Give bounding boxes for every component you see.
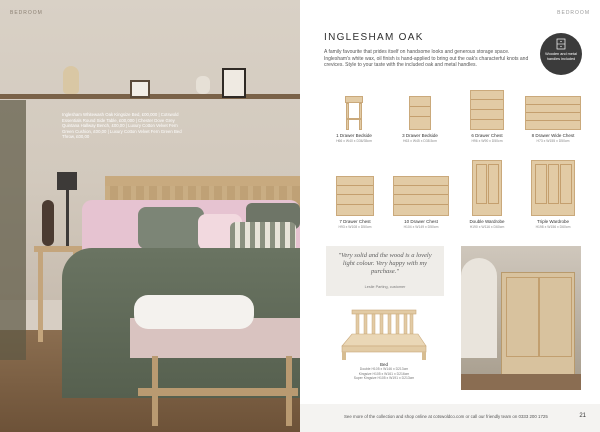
product-item[interactable] [328,96,380,143]
lamp-shade [57,172,77,190]
product-item[interactable] [522,160,584,229]
section-label: BEDROOM [10,10,43,16]
product-item[interactable] [328,176,382,229]
wall-shelf [0,94,300,99]
product-item[interactable] [460,90,514,143]
photo-caption: Inglesham Whitewash Oak Kingsize Bed, £00,000 | Cotswold Essentials Round Side Table, £00,000 | Chester Dove Grey Quintana Hallway Bench, £00,00 | Luxury Cotton Velvet Fern Green Cushion, £00,00 | Luxury Cotton Velvet Fern Green Bed Throw, £00,00 [62,112,182,140]
product-name: 3 Drawer Bedside [402,133,438,138]
plant-vase [42,200,54,246]
badge-text: Wooden and metal handles included [545,52,577,61]
bed-size-double: Double H105 x W146 x D213cm [359,367,409,371]
floor [461,374,581,390]
product-item[interactable] [460,160,514,229]
product-dimensions: H63 x W45 x D38.5cm [403,139,437,143]
product-name: 1 Drawer Bedside [336,133,372,138]
quote-author: Leslie Parting, customer [364,285,406,289]
product-name: 7 Drawer Chest [339,219,371,224]
section-label: BEDROOM [557,10,590,16]
product-name: 8 Drawer Wide Chest [531,133,575,138]
wardrobe [501,272,575,378]
cabinet-icon [556,38,566,50]
product-name: Double Wardrobe [469,219,505,224]
collection-intro: A family favourite that prides itself on handsome looks and generous storage space. Inglesham's white wax, oil finish is hand-applied to bring out the oak's characterful knots and crevices. Style to your taste with the included oak and metal handles. [324,49,529,69]
product-name: 10 Drawer Chest [404,219,438,224]
product-image [470,90,504,130]
headboard-rail [105,176,300,186]
product-dimensions: H93 x W108 x D50cm [338,225,372,229]
product-image [336,176,374,216]
bed-image [336,306,432,362]
footer-text: See more of the collection and shop online at cotswoldco.com or call our friendly team on 0333 200 1725 [344,414,548,419]
bed-size-kingsize: Kingsize H105 x W161 x D216cm [358,371,410,376]
product-image [393,176,449,216]
page-footer [300,404,600,432]
bed-caption [336,362,432,381]
customer-quote [326,246,444,296]
product-image [409,96,431,130]
handles-badge [540,33,582,75]
product-dimensions: H96 x W90 x D50cm [471,139,503,143]
lamp-stem [66,190,69,246]
quote-text: "Very solid and the wood is a lovely light colour. Very happy with my purchase." [338,252,432,275]
product-dimensions: H73 x W155 x D50cm [536,139,570,143]
bed-name: Bed [379,362,388,367]
product-dimensions: H104 x W149 x D50cm [403,225,439,229]
product-name: Triple Wardrobe [537,219,569,224]
pillow [138,207,204,249]
product-image [345,96,363,130]
page-number: 21 [579,413,586,419]
product-dimensions: H198 x W156 x D60cm [535,225,571,229]
bench-slat [138,388,298,396]
picture-frame [222,68,246,98]
product-dimensions: H66 x W40 x D36/35cm [336,139,372,143]
product-image [531,160,575,216]
curtain [0,100,26,360]
bed-size-superking: Super Kingsize H105 x W191 x D213cm [353,376,415,381]
product-image [472,160,502,216]
folded-throw [134,295,254,329]
product-item[interactable] [394,96,446,143]
doorway [461,258,497,358]
product-item[interactable] [390,176,452,229]
product-item[interactable] [522,96,584,143]
collection-title: INGLESHAM OAK [324,32,424,43]
shelf-vase [63,66,79,94]
product-image [525,96,581,130]
product-name: 6 Drawer Chest [471,133,503,138]
flower-vase [196,76,210,94]
shelf-frame [130,80,150,98]
wardrobe-photo [461,246,581,390]
product-dimensions: H190 x W116 x D60cm [469,225,505,229]
